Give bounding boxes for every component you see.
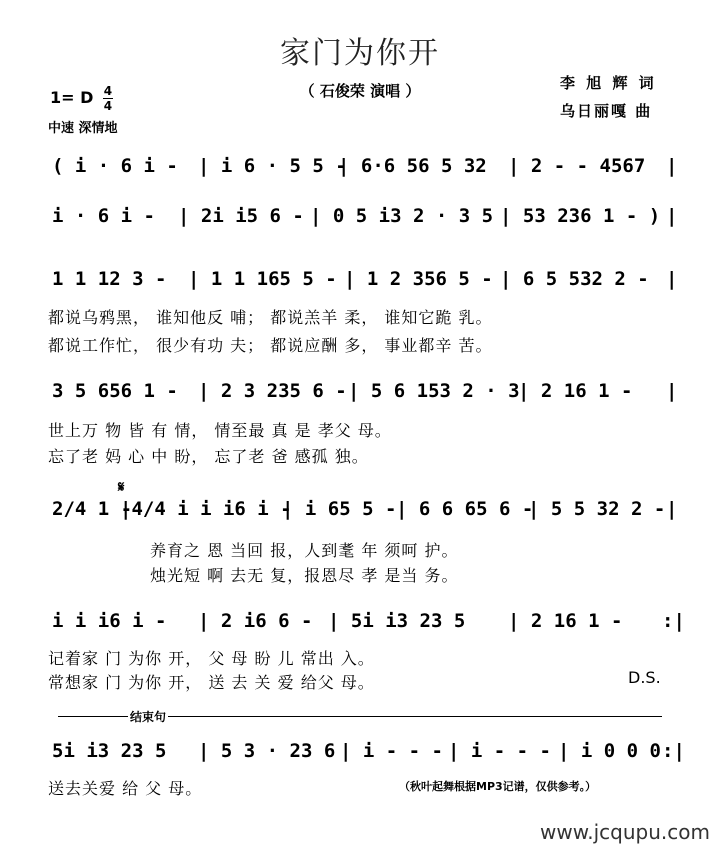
measure: | 5 3 · 23 6	[198, 740, 336, 762]
ending-label: 结束句	[130, 710, 167, 724]
measure: | i 6 · 5 5 -	[198, 155, 347, 177]
lyric-verse2-line1: 都说工作忙， 很少有功 夫； 都说应酬 多， 事业都辛 苦。	[48, 336, 493, 355]
score-row-1	[48, 155, 680, 185]
score-row-4	[48, 380, 680, 410]
performer-label: （ 石俊荣 演唱 ）	[299, 82, 421, 100]
measure: | 5 5 32 2 -	[528, 498, 666, 520]
measure: | 1 1 165 5 -	[188, 268, 337, 290]
measure: | 5i i3 23 5	[328, 610, 466, 632]
ds-marking: D.S.	[628, 668, 661, 687]
score-row-7	[48, 740, 685, 770]
lyric-verse1-line3: 养育之 恩 当回 报，人到耄 年 须呵 护。	[150, 541, 459, 560]
score-row-2	[48, 205, 680, 235]
measure: | i 65 5 -	[282, 498, 397, 520]
measure: 1 1 12 3 -	[52, 268, 167, 290]
lyric-ending: 送去关爱 给 父 母。	[48, 779, 203, 798]
measure: | i 0 0 0	[558, 740, 661, 762]
measure: | 2 - - 4567	[508, 155, 646, 177]
measure: |	[666, 498, 678, 520]
measure: | 6 5 532 2 -	[500, 268, 649, 290]
lyric-verse2-line2: 忘了老 妈 心 中 盼， 忘了老 爸 感孤 独。	[48, 447, 369, 466]
measure: | 2 3 235 6 -	[198, 380, 347, 402]
measure: :|	[662, 740, 685, 762]
measure: |	[666, 205, 678, 227]
measure: | 53 236 1 - )	[500, 205, 661, 227]
lyric-verse1-line4: 记着家 门 为你 开， 父 母 盼 儿 常出 入。	[48, 649, 375, 668]
measure: i i i6 i -	[52, 610, 167, 632]
measure: 2/4 1 -	[52, 498, 133, 520]
lyric-verse1-line2: 世上万 物 皆 有 情， 情至最 真 是 孝父 母。	[48, 421, 392, 440]
measure: |	[666, 380, 678, 402]
page-title: 家门为你开	[280, 36, 440, 71]
score-row-6	[48, 610, 685, 640]
lyric-verse2-line4: 常想家 门 为你 开， 送 去 关 爱 给父 母。	[48, 673, 375, 692]
measure: | 1 2 356 5 -	[344, 268, 493, 290]
segno-sign: 𝄋	[118, 478, 125, 496]
measure: |4/4 i i i6 i -	[120, 498, 292, 520]
measure: | 2i i5 6 -	[178, 205, 304, 227]
measure: 3 5 656 1 -	[52, 380, 178, 402]
transcription-note: （秋叶起舞根据MP3记谱，仅供参考。）	[399, 780, 597, 793]
time-signature-bottom: 4	[103, 99, 113, 113]
measure: | i - - -	[448, 740, 551, 762]
time-signature-top: 4	[103, 84, 113, 98]
measure: | 2 16 1 -	[508, 610, 623, 632]
watermark: www.jcqupu.com	[540, 820, 710, 844]
measure: | 2 i6 6 -	[198, 610, 313, 632]
key-signature	[50, 85, 113, 112]
lyricist-credit: 李 旭 辉 词	[560, 74, 657, 92]
score-row-3	[48, 268, 680, 298]
key-label: 1= D	[50, 88, 94, 107]
measure: |	[666, 268, 678, 290]
lyric-verse2-line3: 烛光短 啊 去无 复，报恩尽 孝 是当 务。	[150, 566, 459, 585]
measure: | 0 5 i3 2 · 3 5	[310, 205, 494, 227]
measure: | i - - -	[340, 740, 443, 762]
measure: 5i i3 23 5	[52, 740, 167, 762]
measure: i · 6 i -	[52, 205, 155, 227]
measure: | 5 6 153 2 · 3	[348, 380, 520, 402]
measure: | 6·6 56 5 32	[338, 155, 487, 177]
tempo-marking: 中速 深情地	[48, 121, 118, 136]
measure: | 6 6 65 6 -	[396, 498, 534, 520]
composer-credit: 乌日丽嘎 曲	[560, 102, 653, 120]
score-row-5	[48, 498, 680, 528]
time-signature	[103, 85, 113, 112]
measure: | 2 16 1 -	[518, 380, 633, 402]
measure: ( i · 6 i -	[52, 155, 178, 177]
lyric-verse1-line1: 都说乌鸦黑， 谁知他反 哺； 都说羔羊 柔， 谁知它跪 乳。	[48, 308, 493, 327]
measure: :|	[662, 610, 685, 632]
measure: |	[666, 155, 678, 177]
